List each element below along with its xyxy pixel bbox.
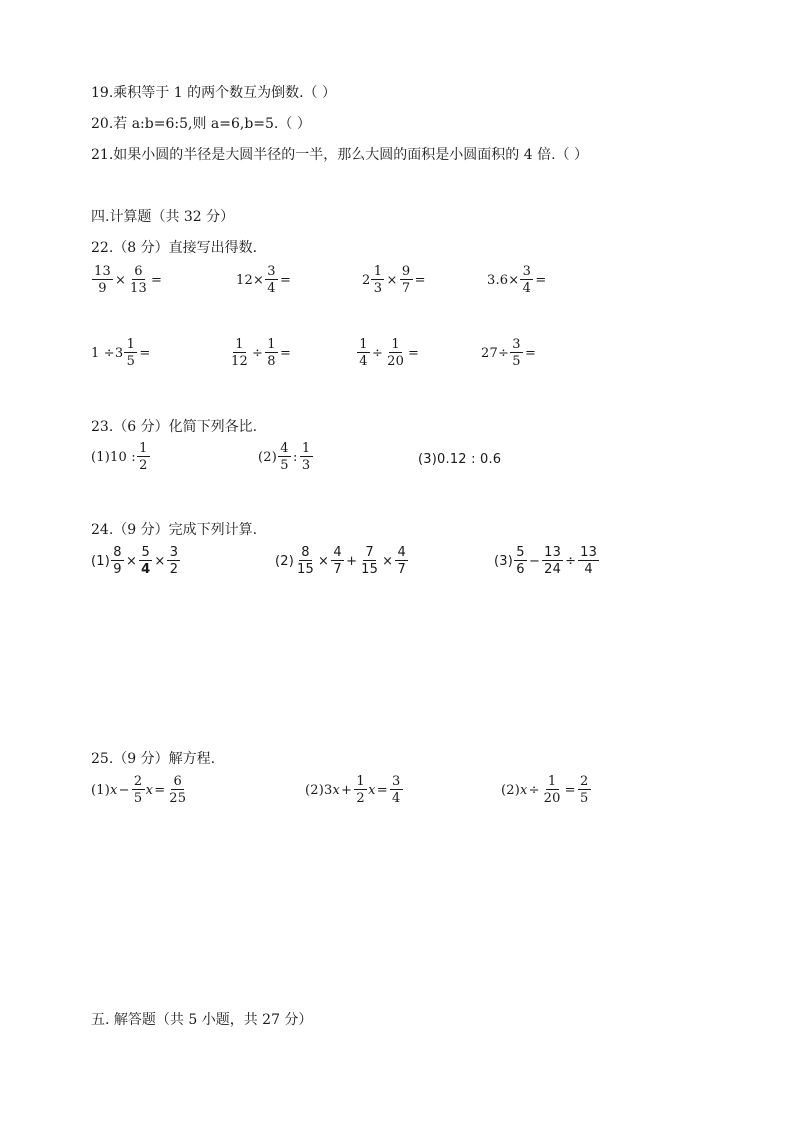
question-25-title: 25.（9 分）解方程.	[91, 751, 216, 767]
q22-item-6: $\frac{1}{12}$ ÷ $\frac{1}{8}$ =	[231, 337, 292, 369]
q22-item-4: 3.6× $\frac{3}{4}$ =	[487, 264, 547, 296]
question-21: 21.如果小圆的半径是大圆半径的一半，那么大圆的面积是小圆面积的 4 倍.（ ）	[91, 147, 588, 163]
q25-part-2: (2)3 x + $\frac{1}{2}$ x = $\frac{3}{4}$	[305, 775, 404, 805]
q25-part-1: (1) x − $\frac{2}{5}$ x = $\frac{6}{25}$	[91, 774, 187, 806]
question-24-title: 24.（9 分）完成下列计算.	[91, 522, 258, 538]
question-23-title: 23.（6 分）化简下列各比.	[91, 419, 258, 435]
q22-item-3: 2 $\frac{1}{3}$ × $\frac{9}{7}$ =	[362, 264, 426, 296]
q23-part-2: (2) $\frac{4}{5}$ : $\frac{1}{3}$	[258, 442, 314, 472]
q24-part-1: (1) $\frac{8}{9}$ × $\frac{5}{4}$ × $\frac{3}{2}$	[91, 546, 181, 576]
section-4-title: 四.计算题（共 32 分）	[91, 209, 235, 225]
q22-item-8: 27÷ $\frac{3}{5}$ =	[481, 337, 537, 369]
q24-part-2: (2) $\frac{8}{15}$ × $\frac{4}{7}$ + $\frac{7}{15}$ × $\frac{4}{7}$	[275, 546, 409, 576]
question-20: 20.若 a:b=6:5,则 a=6,b=5.（ ）	[91, 116, 311, 132]
q24-part-3: (3) $\frac{5}{6}$ − $\frac{13}{24}$ ÷ $\frac{13}{4}$	[494, 545, 598, 577]
q25-part-3: (2) x ÷ $\frac{1}{20}$ = $\frac{2}{5}$	[501, 775, 592, 805]
q23-part-3: (3)0.12 : 0.6	[418, 452, 502, 467]
q22-item-7: $\frac{1}{4}$ ÷ $\frac{1}{20}$ =	[356, 338, 420, 368]
question-19: 19.乘积等于 1 的两个数互为倒数.（ ）	[91, 85, 336, 101]
q22-item-1: $\frac{13}{9}$ × $\frac{6}{13}$ =	[94, 264, 163, 296]
question-22-title: 22.（8 分）直接写出得数.	[91, 240, 258, 256]
q23-part-1: (1)10 : $\frac{1}{2}$	[91, 442, 151, 472]
q22-item-2: 12× $\frac{3}{4}$ =	[236, 264, 292, 296]
q22-item-5: 1 ÷ 3 $\frac{1}{5}$ =	[91, 337, 151, 369]
section-5-title: 五. 解答题（共 5 小题，共 27 分）	[91, 1012, 313, 1028]
